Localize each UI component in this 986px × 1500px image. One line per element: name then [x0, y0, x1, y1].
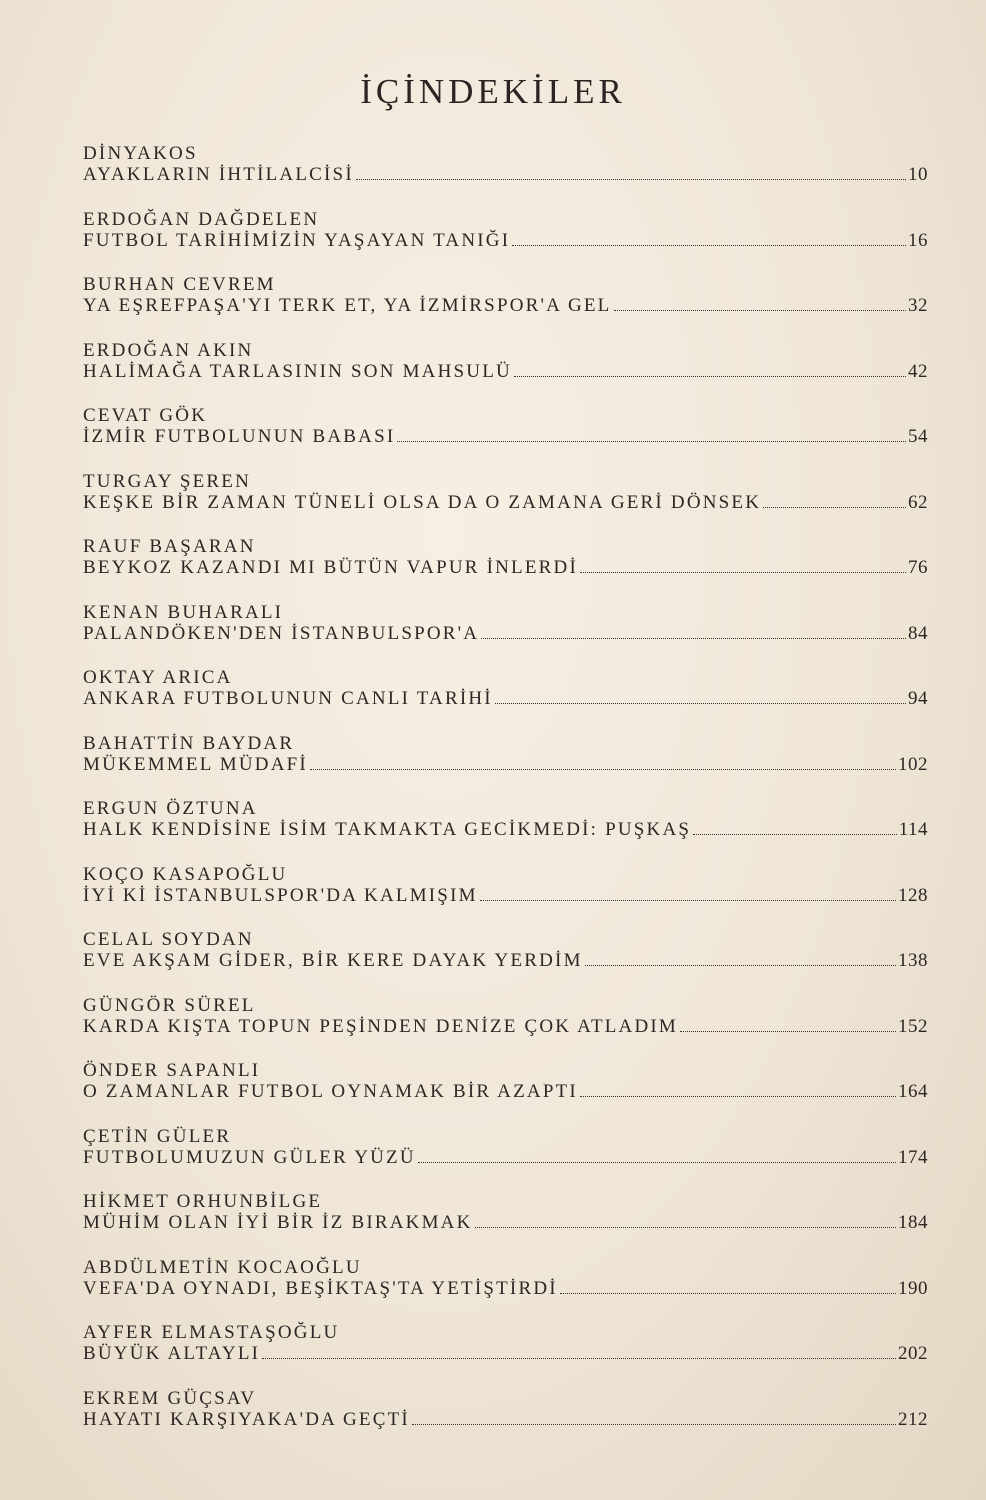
toc-chapter-title: ANKARA FUTBOLUNUN CANLI TARİHİ — [83, 688, 493, 709]
toc-entry — [83, 865, 928, 931]
toc-chapter-title: KEŞKE BİR ZAMAN TÜNELİ OLSA DA O ZAMANA GERİ DÖNSEK — [83, 491, 762, 513]
toc-author: KOÇO KASAPOĞLU — [83, 863, 288, 885]
toc-leader-dots — [495, 702, 906, 704]
toc-leader-dots — [480, 899, 896, 901]
page-title: İÇİNDEKİLER — [360, 72, 626, 111]
toc-line — [83, 164, 928, 185]
toc-entry — [83, 1389, 928, 1455]
toc-page-number: 10 — [908, 164, 928, 185]
toc-leader-dots — [580, 1095, 896, 1097]
toc-entry — [83, 406, 928, 472]
toc-line — [83, 426, 928, 447]
toc-line — [83, 230, 928, 251]
toc-entry — [83, 603, 928, 669]
toc-page-number: 174 — [898, 1146, 928, 1168]
toc-leader-dots — [512, 244, 906, 246]
toc-page-number: 76 — [908, 557, 928, 578]
toc-line — [83, 1409, 928, 1430]
toc-page-number: 62 — [908, 491, 928, 513]
toc-author: ERDOĞAN AKIN — [83, 339, 254, 361]
toc-page-number: 202 — [898, 1343, 928, 1364]
toc-entry — [83, 1258, 928, 1324]
toc-author: KENAN BUHARALI — [83, 601, 284, 623]
toc-page-number: 94 — [908, 688, 928, 709]
toc-author: BAHATTİN BAYDAR — [83, 732, 295, 754]
toc-author: AYFER ELMASTAŞOĞLU — [83, 1322, 340, 1343]
toc-line — [83, 557, 928, 578]
toc-author: ERDOĞAN DAĞDELEN — [83, 208, 320, 230]
toc-entry — [83, 1061, 928, 1127]
toc-page-number: 138 — [898, 950, 928, 971]
toc-line — [83, 623, 928, 644]
toc-author: DİNYAKOS — [83, 143, 198, 164]
toc-chapter-title: FUTBOL TARİHİMİZİN YAŞAYAN TANIĞI — [83, 229, 511, 251]
toc-leader-dots — [693, 833, 897, 835]
toc-line — [83, 1343, 928, 1364]
toc-chapter-title: BEYKOZ KAZANDI MI BÜTÜN VAPUR İNLERDİ — [83, 557, 578, 578]
toc-page-number: 102 — [898, 753, 928, 775]
toc-entry — [83, 341, 928, 407]
toc-chapter-title: O ZAMANLAR FUTBOL OYNAMAK BİR AZAPTI — [83, 1081, 578, 1102]
toc-author: CELAL SOYDAN — [83, 929, 254, 950]
toc-line — [83, 1147, 928, 1168]
toc-chapter-title: YA EŞREFPAŞA'YI TERK ET, YA İZMİRSPOR'A GEL — [83, 295, 612, 316]
toc-entry — [83, 668, 928, 734]
toc-leader-dots — [475, 1226, 896, 1228]
toc-line — [83, 1081, 928, 1102]
toc-entry — [83, 1192, 928, 1258]
toc-leader-dots — [580, 571, 906, 573]
toc-line — [83, 492, 928, 513]
toc-line — [83, 1212, 928, 1233]
toc-leader-dots — [763, 506, 906, 508]
toc-chapter-title: MÜHİM OLAN İYİ BİR İZ BIRAKMAK — [83, 1212, 473, 1233]
toc-line — [83, 1016, 928, 1037]
toc-chapter-title: İZMİR FUTBOLUNUN BABASI — [83, 426, 396, 447]
toc-page-number: 42 — [908, 360, 928, 382]
toc-page-number: 164 — [898, 1081, 928, 1102]
toc-entry — [83, 1323, 928, 1389]
toc-page-number: 212 — [898, 1408, 928, 1430]
toc-author: BURHAN CEVREM — [83, 274, 276, 295]
toc-leader-dots — [585, 964, 896, 966]
toc-leader-dots — [418, 1161, 896, 1163]
toc-entry — [83, 930, 928, 996]
toc-line — [83, 295, 928, 316]
toc-line — [83, 819, 928, 840]
toc-leader-dots — [481, 637, 906, 639]
toc-author: GÜNGÖR SÜREL — [83, 994, 256, 1016]
toc-author: ÖNDER SAPANLI — [83, 1060, 261, 1081]
toc-chapter-title: AYAKLARIN İHTİLALCİSİ — [83, 164, 354, 185]
toc-line — [83, 950, 928, 971]
toc-leader-dots — [412, 1423, 896, 1425]
toc-line — [83, 1278, 928, 1299]
toc-leader-dots — [614, 309, 907, 311]
toc-chapter-title: KARDA KIŞTA TOPUN PEŞİNDEN DENİZE ÇOK ATLADIM — [83, 1015, 679, 1037]
toc-entry — [83, 537, 928, 603]
toc-page-number: 84 — [908, 622, 928, 644]
toc-author: ÇETİN GÜLER — [83, 1125, 232, 1147]
toc-chapter-title: FUTBOLUMUZUN GÜLER YÜZÜ — [83, 1146, 416, 1168]
toc-chapter-title: HALK KENDİSİNE İSİM TAKMAKTA GECİKMEDİ: PUŞKAŞ — [83, 819, 692, 840]
toc-chapter-title: HALİMAĞA TARLASININ SON MAHSULÜ — [83, 360, 512, 382]
toc-leader-dots — [560, 1292, 896, 1294]
toc-entry — [83, 275, 928, 341]
toc-page-number: 184 — [898, 1212, 928, 1233]
toc-leader-dots — [262, 1357, 896, 1359]
toc-chapter-title: EVE AKŞAM GİDER, BİR KERE DAYAK YERDİM — [83, 950, 583, 971]
toc-chapter-title: MÜKEMMEL MÜDAFİ — [83, 753, 308, 775]
toc-chapter-title: VEFA'DA OYNADI, BEŞİKTAŞ'TA YETİŞTİRDİ — [83, 1277, 558, 1299]
table-of-contents — [83, 144, 928, 1454]
toc-entry — [83, 734, 928, 800]
toc-line — [83, 754, 928, 775]
toc-page-number: 128 — [898, 884, 928, 906]
toc-page-number: 32 — [908, 295, 928, 316]
toc-line — [83, 361, 928, 382]
toc-chapter-title: BÜYÜK ALTAYLI — [83, 1343, 261, 1364]
toc-entry — [83, 144, 928, 210]
toc-author: ERGUN ÖZTUNA — [83, 798, 258, 819]
toc-author: CEVAT GÖK — [83, 405, 208, 426]
toc-author: EKREM GÜÇSAV — [83, 1387, 257, 1409]
toc-page-number: 152 — [898, 1015, 928, 1037]
toc-page-number: 190 — [898, 1277, 928, 1299]
toc-author: RAUF BAŞARAN — [83, 536, 256, 557]
toc-author: ABDÜLMETİN KOCAOĞLU — [83, 1256, 362, 1278]
toc-chapter-title: PALANDÖKEN'DEN İSTANBULSPOR'A — [83, 622, 480, 644]
toc-page-number: 54 — [908, 426, 928, 447]
toc-leader-dots — [397, 440, 906, 442]
toc-chapter-title: İYİ Kİ İSTANBULSPOR'DA KALMIŞIM — [83, 884, 478, 906]
toc-author: OKTAY ARICA — [83, 667, 233, 688]
toc-page-number: 16 — [908, 229, 928, 251]
toc-entry — [83, 1127, 928, 1193]
toc-entry — [83, 472, 928, 538]
toc-page-number: 114 — [898, 819, 928, 840]
toc-entry — [83, 210, 928, 276]
toc-leader-dots — [356, 178, 906, 180]
toc-entry — [83, 996, 928, 1062]
toc-author: TURGAY ŞEREN — [83, 470, 252, 492]
toc-leader-dots — [310, 768, 896, 770]
toc-author: HİKMET ORHUNBİLGE — [83, 1191, 323, 1212]
toc-entry — [83, 799, 928, 865]
toc-line — [83, 885, 928, 906]
toc-leader-dots — [514, 375, 906, 377]
toc-leader-dots — [680, 1030, 896, 1032]
toc-line — [83, 688, 928, 709]
toc-chapter-title: HAYATI KARŞIYAKA'DA GEÇTİ — [83, 1408, 410, 1430]
